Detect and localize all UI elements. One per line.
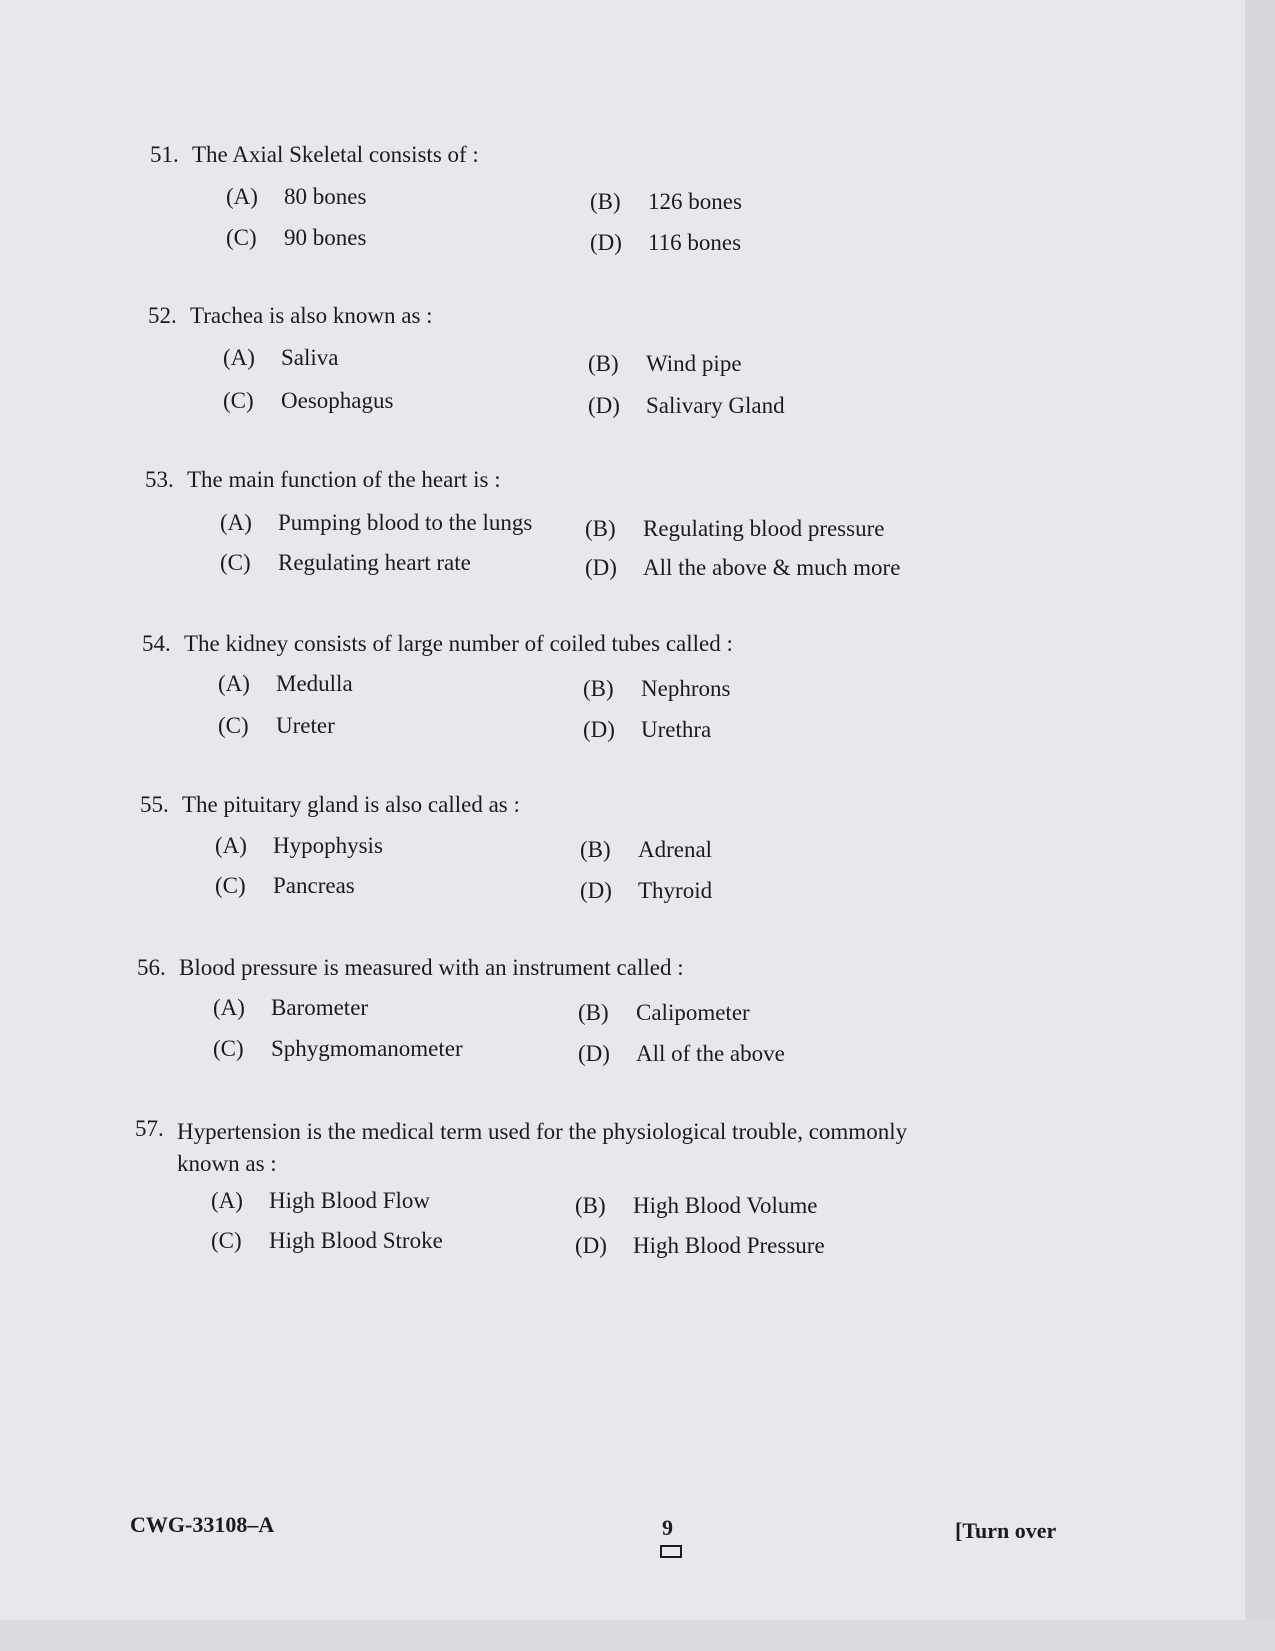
option-text: All the above & much more xyxy=(643,555,901,580)
option-d[interactable] xyxy=(590,230,741,256)
option-b[interactable] xyxy=(590,189,742,215)
option-text: Pumping blood to the lungs xyxy=(278,510,533,535)
option-text: Adrenal xyxy=(638,837,713,862)
option-label: (A) xyxy=(223,345,255,370)
option-a[interactable] xyxy=(218,671,353,697)
option-d[interactable] xyxy=(588,393,785,419)
option-c[interactable] xyxy=(223,388,393,414)
option-a[interactable] xyxy=(223,345,339,371)
option-text: 126 bones xyxy=(648,189,742,214)
option-label: (B) xyxy=(588,351,619,376)
option-c[interactable] xyxy=(220,550,471,576)
option-text: Ureter xyxy=(276,713,335,738)
page-edge-bottom xyxy=(0,1620,1275,1651)
option-text: Regulating heart rate xyxy=(278,550,471,575)
option-b[interactable] xyxy=(588,351,742,377)
option-label: (A) xyxy=(215,833,247,858)
option-label: (B) xyxy=(580,837,611,862)
option-text: Thyroid xyxy=(638,878,713,903)
question-text: Hypertension is the medical term used for the physiological trouble, commonly known as : xyxy=(177,1119,908,1176)
option-text: Hypophysis xyxy=(273,833,383,858)
option-label: (B) xyxy=(578,1000,609,1025)
question-text: Blood pressure is measured with an instrument called : xyxy=(179,955,684,980)
question-text: The pituitary gland is also called as : xyxy=(182,792,520,817)
option-text: Salivary Gland xyxy=(646,393,785,418)
option-text: Medulla xyxy=(276,671,353,696)
option-label: (B) xyxy=(575,1193,606,1218)
option-d[interactable] xyxy=(578,1041,785,1067)
option-label: (C) xyxy=(213,1036,244,1061)
option-c[interactable] xyxy=(213,1036,463,1062)
option-text: High Blood Flow xyxy=(269,1188,431,1213)
option-b[interactable] xyxy=(583,676,730,702)
question-number: 52. xyxy=(148,303,177,328)
option-label: (D) xyxy=(585,555,617,580)
option-label: (A) xyxy=(218,671,250,696)
option-text: Saliva xyxy=(281,345,339,370)
option-label: (C) xyxy=(223,388,254,413)
option-label: (D) xyxy=(583,717,615,742)
question-number: 53. xyxy=(145,467,174,492)
option-label: (D) xyxy=(578,1041,610,1066)
option-text: Urethra xyxy=(641,717,712,742)
option-b[interactable] xyxy=(575,1193,817,1219)
option-text: Pancreas xyxy=(273,873,355,898)
option-label: (D) xyxy=(580,878,612,903)
question-number: 56. xyxy=(137,955,166,980)
option-a[interactable] xyxy=(215,833,383,859)
option-text: High Blood Pressure xyxy=(633,1233,825,1258)
option-d[interactable] xyxy=(580,878,712,904)
question-number: 51. xyxy=(150,142,179,167)
option-label: (B) xyxy=(585,516,616,541)
question-text: Trachea is also known as : xyxy=(190,303,433,328)
option-label: (C) xyxy=(215,873,246,898)
option-text: High Blood Volume xyxy=(633,1193,818,1218)
option-text: Regulating blood pressure xyxy=(643,516,885,541)
option-a[interactable] xyxy=(220,510,532,536)
option-c[interactable] xyxy=(215,873,355,899)
option-text: Oesophagus xyxy=(281,388,394,413)
option-b[interactable] xyxy=(585,516,884,542)
option-label: (A) xyxy=(220,510,252,535)
option-text: Barometer xyxy=(271,995,369,1020)
question-text: The Axial Skeletal consists of : xyxy=(192,142,479,167)
option-c[interactable] xyxy=(211,1228,443,1254)
option-label: (A) xyxy=(226,184,258,209)
option-label: (D) xyxy=(575,1233,607,1258)
question-number: 55. xyxy=(140,792,169,817)
question-number: 54. xyxy=(142,631,171,656)
option-a[interactable] xyxy=(211,1188,430,1214)
option-label: (C) xyxy=(211,1228,242,1253)
option-label: (C) xyxy=(226,225,257,250)
option-label: (C) xyxy=(218,713,249,738)
option-label: (C) xyxy=(220,550,251,575)
option-a[interactable] xyxy=(213,995,368,1021)
option-text: Wind pipe xyxy=(646,351,742,376)
option-label: (A) xyxy=(211,1188,243,1213)
option-c[interactable] xyxy=(226,225,366,251)
page-box-icon xyxy=(660,1545,682,1558)
option-text: Sphygmomanometer xyxy=(271,1036,463,1061)
option-c[interactable] xyxy=(218,713,335,739)
option-text: Calipometer xyxy=(636,1000,750,1025)
option-label: (D) xyxy=(588,393,620,418)
option-b[interactable] xyxy=(578,1000,750,1026)
option-b[interactable] xyxy=(580,837,712,863)
option-text: All of the above xyxy=(636,1041,785,1066)
option-label: (A) xyxy=(213,995,245,1020)
question-text: The main function of the heart is : xyxy=(187,467,501,492)
option-text: 116 bones xyxy=(648,230,742,255)
question-number: 57. xyxy=(135,1116,164,1141)
option-label: (B) xyxy=(583,676,614,701)
option-text: Nephrons xyxy=(641,676,731,701)
option-text: 80 bones xyxy=(284,184,367,209)
paper-code: CWG-33108–A xyxy=(130,1512,275,1537)
option-text: High Blood Stroke xyxy=(269,1228,443,1253)
page-edge-right xyxy=(1245,0,1275,1651)
page-number: 9 xyxy=(662,1515,673,1540)
option-text: 90 bones xyxy=(284,225,367,250)
option-d[interactable] xyxy=(575,1233,825,1259)
option-label: (D) xyxy=(590,230,622,255)
option-label: (B) xyxy=(590,189,621,214)
question-text: The kidney consists of large number of coiled tubes called : xyxy=(184,631,733,656)
option-a[interactable] xyxy=(226,184,366,210)
turn-over-note: [Turn over xyxy=(955,1518,1057,1543)
option-d[interactable] xyxy=(585,555,900,581)
option-d[interactable] xyxy=(583,717,711,743)
